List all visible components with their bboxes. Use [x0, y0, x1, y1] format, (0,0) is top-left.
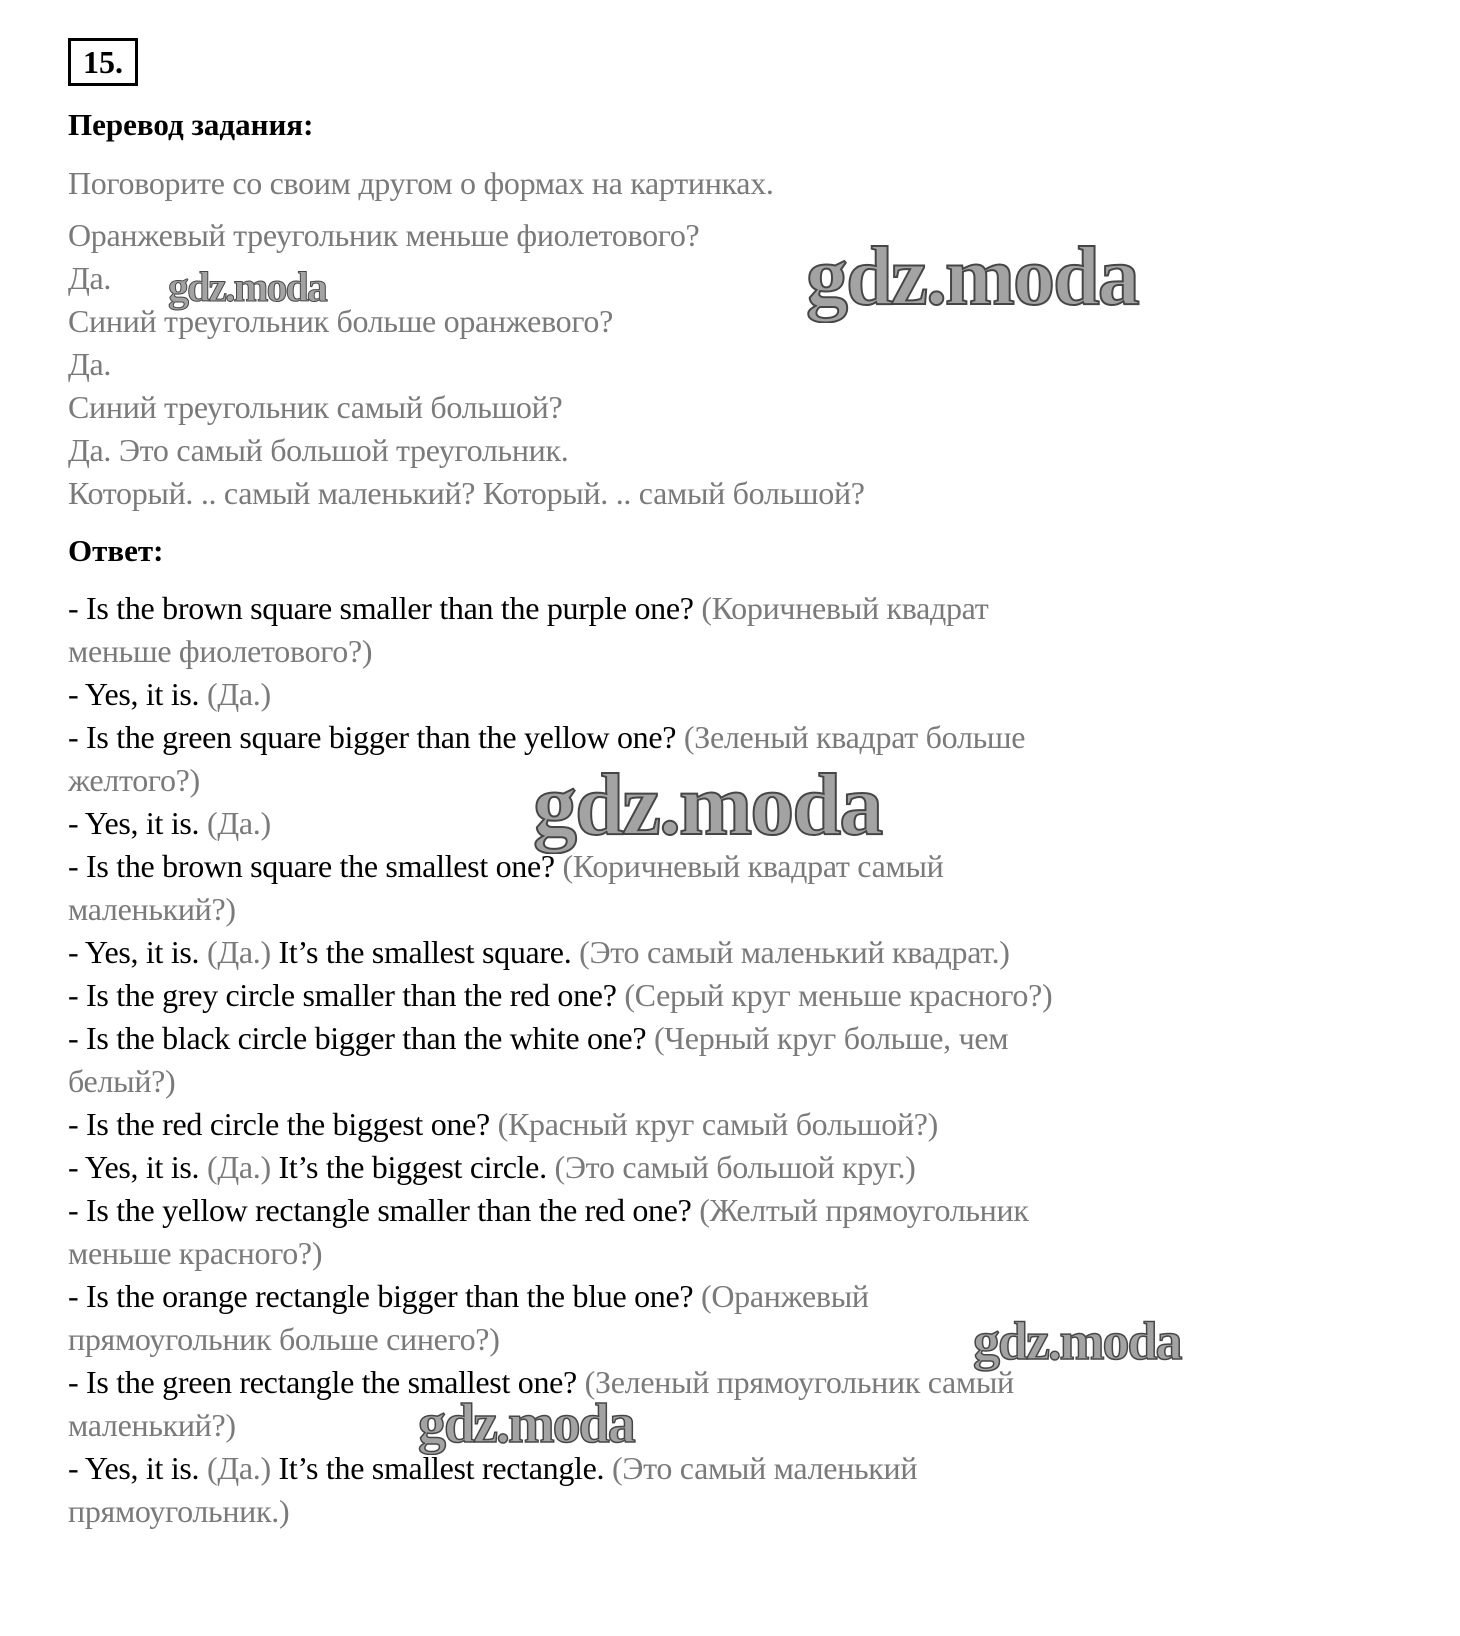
text-line: [68, 1103, 1368, 1146]
text-line: [68, 587, 1368, 630]
russian-translation: Оранжевый треугольник меньше фиолетового?: [68, 217, 700, 253]
english-text: - Is the grey circle smaller than the red one?: [68, 977, 625, 1013]
russian-translation: маленький?): [68, 891, 236, 927]
english-text: - Yes, it is.: [68, 1450, 207, 1486]
text-line: [68, 386, 1368, 429]
watermark-logo: gdz.moda: [973, 1311, 1181, 1371]
russian-translation: (Черный круг больше, чем: [653, 1020, 1009, 1056]
text-line: [68, 888, 1368, 931]
english-text: - Is the orange rectangle bigger than the blue one?: [68, 1278, 702, 1314]
russian-translation: (Да.): [206, 1450, 279, 1486]
text-line: [68, 1146, 1368, 1189]
russian-translation: Да.: [68, 346, 112, 382]
text-line: [68, 429, 1368, 472]
text-line: [68, 673, 1368, 716]
text-line: [68, 1017, 1368, 1060]
text-line: [68, 1490, 1368, 1533]
russian-translation: маленький?): [68, 1407, 236, 1443]
translation-heading: Перевод задания:: [68, 107, 314, 142]
russian-translation: (Красный круг самый большой?): [497, 1106, 939, 1142]
translation-text: [68, 162, 1368, 515]
russian-translation: Да.: [68, 260, 112, 296]
russian-translation: меньше фиолетового?): [68, 633, 373, 669]
russian-translation: прямоугольник.): [68, 1493, 290, 1529]
russian-translation: (Коричневый квадрат: [701, 590, 989, 626]
watermark-logo: gdz.moda: [806, 230, 1138, 323]
english-text: It’s the smallest rectangle.: [278, 1450, 612, 1486]
russian-translation: Который. .. самый маленький? Который. .. самый большой?: [68, 475, 865, 511]
text-line: [68, 1404, 1368, 1447]
russian-translation: (Зеленый квадрат больше: [683, 719, 1026, 755]
watermark-logo: gdz.moda: [418, 1393, 634, 1455]
english-text: It’s the biggest circle.: [278, 1149, 555, 1185]
russian-translation: (Зеленый прямоугольник самый: [584, 1364, 1014, 1400]
russian-translation: (Это самый маленький: [611, 1450, 918, 1486]
task-number: 15.: [68, 38, 138, 86]
text-line: [68, 162, 1368, 205]
english-text: - Is the red circle the biggest one?: [68, 1106, 498, 1142]
english-text: - Is the green square bigger than the yellow one?: [68, 719, 684, 755]
russian-translation: (Это самый большой круг.): [554, 1149, 916, 1185]
russian-translation: (Да.): [206, 1149, 279, 1185]
text-line: [68, 1447, 1368, 1490]
english-text: - Is the green rectangle the smallest one?: [68, 1364, 585, 1400]
english-text: - Yes, it is.: [68, 805, 207, 841]
russian-translation: Да. Это самый большой треугольник.: [68, 432, 569, 468]
russian-translation: (Да.): [206, 676, 271, 712]
text-line: [68, 472, 1368, 515]
russian-translation: Синий треугольник самый большой?: [68, 389, 563, 425]
russian-translation: (Серый круг меньше красного?): [624, 977, 1053, 1013]
english-text: - Yes, it is.: [68, 1149, 207, 1185]
english-text: - Is the black circle bigger than the white one?: [68, 1020, 654, 1056]
russian-translation: (Желтый прямоугольник: [699, 1192, 1029, 1228]
english-text: - Is the yellow rectangle smaller than the red one?: [68, 1192, 700, 1228]
russian-translation: (Оранжевый: [701, 1278, 869, 1314]
text-line: [68, 931, 1368, 974]
russian-translation: желтого?): [68, 762, 200, 798]
russian-translation: Поговорите со своим другом о формах на картинках.: [68, 165, 774, 201]
text-line: [68, 1189, 1368, 1232]
text-line: [68, 630, 1368, 673]
russian-translation: (Да.): [206, 934, 279, 970]
russian-translation: прямоугольник больше синего?): [68, 1321, 500, 1357]
text-line: [68, 716, 1368, 759]
text-line: [68, 343, 1368, 386]
russian-translation: меньше красного?): [68, 1235, 323, 1271]
text-line: [68, 974, 1368, 1017]
russian-translation: Синий треугольник больше оранжевого?: [68, 303, 613, 339]
answer-heading: Ответ:: [68, 533, 164, 568]
english-text: - Yes, it is.: [68, 676, 207, 712]
english-text: - Yes, it is.: [68, 934, 207, 970]
english-text: It’s the smallest square.: [278, 934, 580, 970]
text-line: [68, 1232, 1368, 1275]
english-text: - Is the brown square the smallest one?: [68, 848, 563, 884]
watermark-logo: gdz.moda: [533, 757, 882, 854]
text-line: [68, 214, 1368, 257]
russian-translation: (Это самый маленький квадрат.): [579, 934, 1010, 970]
russian-translation: белый?): [68, 1063, 176, 1099]
answer-text: [68, 587, 1368, 1533]
watermark-logo: gdz.moda: [168, 265, 326, 311]
text-line: [68, 1060, 1368, 1103]
english-text: - Is the brown square smaller than the purple one?: [68, 590, 702, 626]
russian-translation: (Да.): [206, 805, 271, 841]
russian-translation: (Коричневый квадрат самый: [562, 848, 944, 884]
